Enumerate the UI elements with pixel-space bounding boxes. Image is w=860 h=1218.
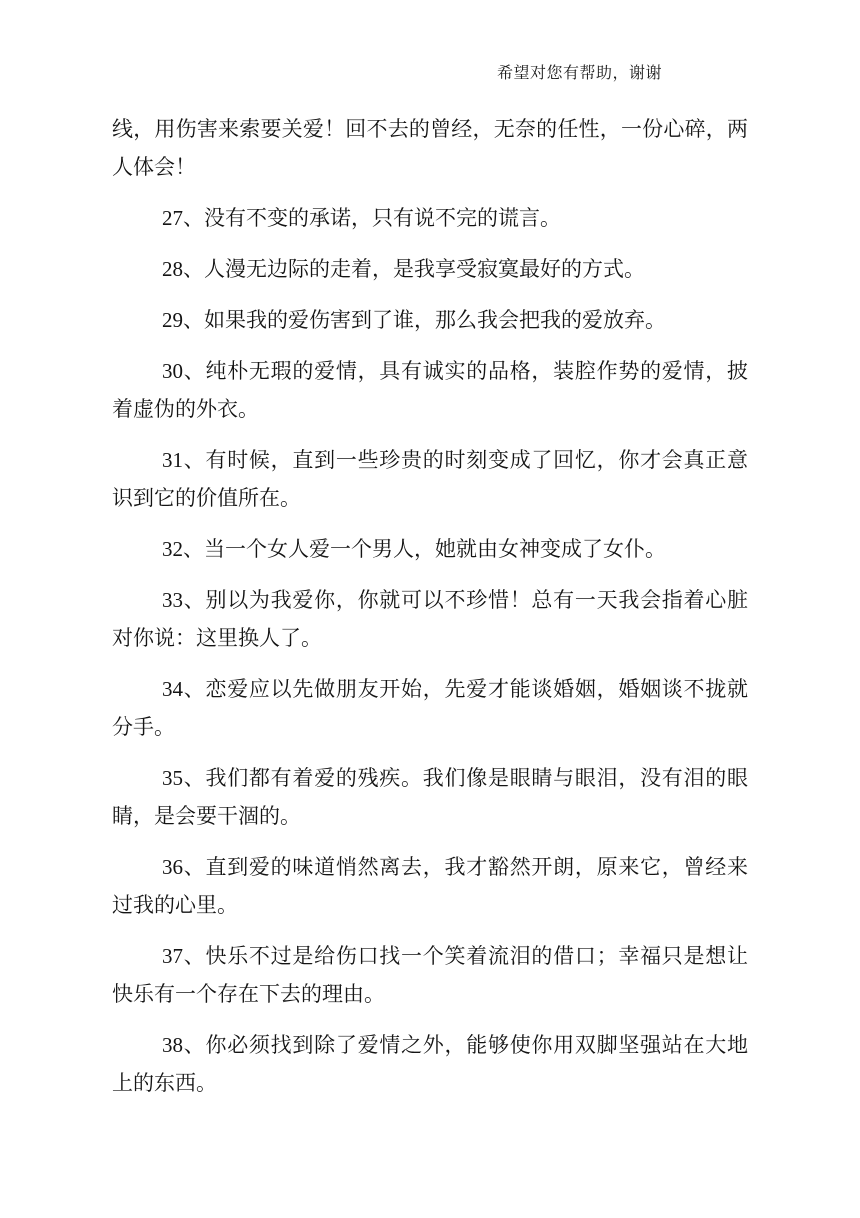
quote-paragraph-30: 30、纯朴无瑕的爱情，具有诚实的品格，装腔作势的爱情，披着虚伪的外衣。 — [112, 359, 748, 421]
quote-paragraph-28: 28、人漫无边际的走着，是我享受寂寞最好的方式。 — [162, 257, 645, 281]
paragraph-continuation: 线，用伤害来索要关爱！回不去的曾经，无奈的任性，一份心碎，两人体会！ — [112, 117, 748, 179]
quote-paragraph-34: 34、恋爱应以先做朋友开始，先爱才能谈婚姻，婚姻谈不拢就分手。 — [112, 677, 748, 739]
quote-paragraph-37: 37、快乐不过是给伤口找一个笑着流泪的借口；幸福只是想让快乐有一个存在下去的理由。 — [112, 944, 748, 1006]
document-body — [112, 110, 748, 1115]
quote-paragraph-27: 27、没有不变的承诺，只有说不完的谎言。 — [162, 206, 561, 230]
quote-paragraph-32: 32、当一个女人爱一个男人，她就由女神变成了女仆。 — [162, 537, 666, 561]
quote-paragraph-35: 35、我们都有着爱的残疾。我们像是眼睛与眼泪，没有泪的眼睛，是会要干涸的。 — [112, 766, 748, 828]
quote-paragraph-36: 36、直到爱的味道悄然离去，我才豁然开朗，原来它，曾经来过我的心里。 — [112, 855, 748, 917]
header-note: 希望对您有帮助，谢谢 — [496, 65, 662, 82]
quote-paragraph-29: 29、如果我的爱伤害到了谁，那么我会把我的爱放弃。 — [162, 308, 666, 332]
quote-paragraph-38: 38、你必须找到除了爱情之外，能够使你用双脚坚强站在大地上的东西。 — [112, 1033, 748, 1095]
quote-paragraph-31: 31、有时候，直到一些珍贵的时刻变成了回忆，你才会真正意识到它的价值所在。 — [112, 448, 748, 510]
quote-paragraph-33: 33、别以为我爱你，你就可以不珍惜！总有一天我会指着心脏对你说：这里换人了。 — [112, 588, 748, 650]
